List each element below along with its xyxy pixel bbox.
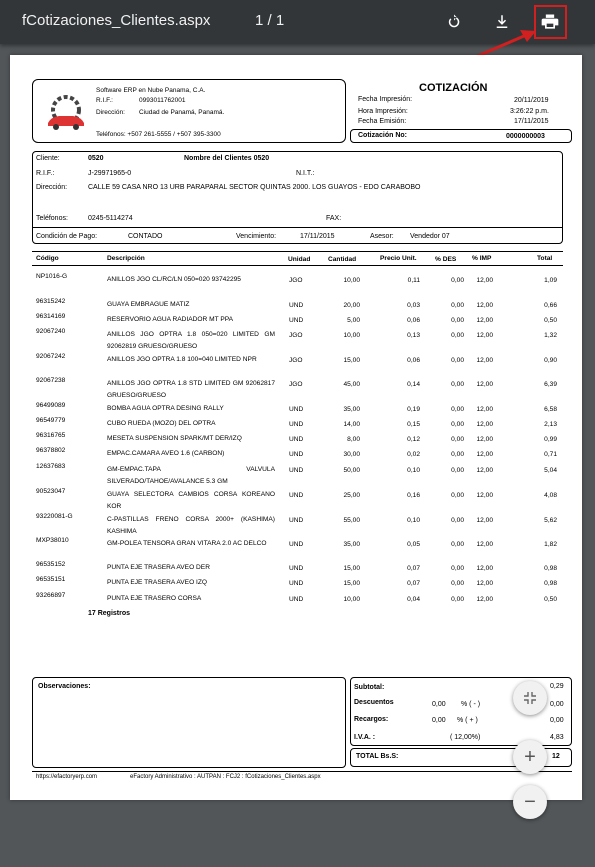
grand-total-value: 12 [552,753,560,760]
item-unit: UND [289,492,304,499]
item-discount: 0,00 [451,565,464,572]
item-price: 0,02 [407,451,420,458]
item-discount: 0,00 [451,381,464,388]
item-total: 0,99 [544,436,557,443]
item-total: 0,98 [544,565,557,572]
client-label: Cliente: [36,155,60,162]
discount-label: Descuentos [354,699,394,706]
zoom-out-button[interactable]: − [513,785,547,819]
item-quantity: 55,00 [343,517,360,524]
item-tax: 12,00 [476,317,493,324]
discount-sign: % ( - ) [461,701,481,708]
subtotal-label: Subtotal: [354,684,385,691]
item-quantity: 30,00 [343,451,360,458]
iva-label: I.V.A. : [354,734,376,741]
item-total: 0,71 [544,451,557,458]
col-header-total: Total [537,255,553,262]
item-description: GM-EMPAC.TAPA VALVULA SILVERADO/TAHOE/AVALANCE 5.3 GM [107,466,275,485]
surcharge-sign: % ( + ) [457,717,478,724]
payment-label: Condición de Pago: [36,233,98,240]
client-nit-label: N.I.T.: [296,170,315,177]
item-quantity: 5,00 [347,317,360,324]
item-price: 0,16 [407,492,420,499]
item-tax: 12,00 [476,332,493,339]
item-unit: UND [289,436,304,443]
grand-total-label: TOTAL Bs.S: [356,753,399,760]
surcharge-label: Recargos: [354,716,389,723]
item-quantity: 50,00 [343,467,360,474]
item-discount: 0,00 [451,517,464,524]
item-description: PUNTA EJE TRASERA AVEO IZQ [107,579,208,586]
quote-number: 0000000003 [506,133,545,140]
client-address-value: CALLE 59 CASA NRO 13 URB PARAPARAL SECTOR QUINTAS 2000. LOS GUAYOS - EDO CARABOBO [88,184,421,191]
subtotal-value: 0,29 [550,683,564,690]
iva-pct: ( 12,00%) [450,734,481,741]
item-price: 0,05 [407,541,420,548]
item-tax: 12,00 [476,277,493,284]
item-description: CUBO RUEDA (MOZO) DEL OPTRA [107,420,216,427]
quote-title: COTIZACIÓN [419,82,488,94]
item-description: GUAYA SELECTORA CAMBIOS CORSA KOREANO KOR [107,491,275,510]
document-page [10,55,582,800]
item-unit: JGO [289,357,303,364]
item-description: C-PASTILLAS FRENO CORSA 2000+ (KASHIMA) KASHIMA [107,516,275,535]
item-price: 0,06 [407,357,420,364]
item-total: 4,08 [544,492,557,499]
col-header-description: Descripción [107,255,145,262]
item-discount: 0,00 [451,421,464,428]
item-tax: 12,00 [476,517,493,524]
item-total: 6,39 [544,381,557,388]
item-description: ANILLOS JGO OPTRA 1.8 STD LIMITED GM 92062817 GRUESO/GRUESO [107,380,275,399]
observations-label: Observaciones: [38,683,91,690]
table-header-line [32,265,563,266]
item-unit: UND [289,541,304,548]
item-code: 96314169 [36,313,66,320]
item-unit: UND [289,451,304,458]
item-discount: 0,00 [451,436,464,443]
item-quantity: 14,00 [343,421,360,428]
client-code: 0520 [88,155,104,162]
item-total: 0,98 [544,580,557,587]
item-total: 5,62 [544,517,557,524]
client-info-box [32,151,563,244]
item-tax: 12,00 [476,596,493,603]
item-unit: UND [289,467,304,474]
item-quantity: 35,00 [343,406,360,413]
item-total: 1,32 [544,332,557,339]
emission-date: 17/11/2015 [514,118,549,125]
item-price: 0,10 [407,517,420,524]
item-discount: 0,00 [451,541,464,548]
item-tax: 12,00 [476,580,493,587]
item-price: 0,04 [407,596,420,603]
item-code: 90523047 [36,488,66,495]
item-price: 0,14 [407,381,420,388]
item-price: 0,07 [407,565,420,572]
col-header-unit: Unidad [288,256,311,263]
item-quantity: 15,00 [343,357,360,364]
item-description: ANILLOS JGO CL/RC/LN 050=020 93742295 [107,276,241,283]
item-description: GUAYA EMBRAGUE MATIZ [107,301,190,308]
item-total: 2,13 [544,421,557,428]
col-header-discount: % DES [435,256,457,263]
item-description: MESETA SUSPENSION SPARK/MT DER/IZQ [107,435,242,442]
observations-box [32,677,346,768]
item-price: 0,06 [407,317,420,324]
quote-number-label: Cotización No: [358,132,407,139]
item-quantity: 35,00 [343,541,360,548]
item-price: 0,11 [407,277,420,284]
item-tax: 12,00 [476,357,493,364]
item-tax: 12,00 [476,381,493,388]
item-tax: 12,00 [476,541,493,548]
iva-value: 4,83 [550,734,564,741]
item-unit: JGO [289,332,303,339]
item-code: 96315242 [36,298,66,305]
item-code: 92067238 [36,377,66,384]
footer-info: eFactory Administrativo : AUTPAN : FCJ2 : fCotizaciones_Clientes.aspx [130,774,321,780]
item-discount: 0,00 [451,406,464,413]
company-rif-value: 0993011762001 [139,97,186,104]
item-description: EMPAC.CAMARA AVEO 1.6 (CARBON) [107,450,225,457]
item-discount: 0,00 [451,277,464,284]
viewer-background [0,806,595,867]
item-code: 12637683 [36,463,66,470]
surcharge-pct: 0,00 [432,717,446,724]
payment-value: CONTADO [128,233,163,240]
item-code: MXP38010 [36,537,69,544]
footer-divider [32,771,572,772]
item-total: 6,58 [544,406,557,413]
company-logo-icon [45,93,87,135]
item-quantity: 15,00 [343,565,360,572]
client-name: Nombre del Clientes 0520 [184,155,270,162]
item-quantity: 8,00 [347,436,360,443]
item-tax: 12,00 [476,451,493,458]
discount-pct: 0,00 [432,701,446,708]
item-description: ANILLOS JGO OPTRA 1.8 050=020 LIMITED GM 92062819 GRUESO/GRUESO [107,331,275,350]
item-quantity: 25,00 [343,492,360,499]
item-total: 1,82 [544,541,557,548]
item-quantity: 10,00 [343,332,360,339]
print-time-label: Hora Impresión: [358,108,408,115]
item-discount: 0,00 [451,492,464,499]
item-tax: 12,00 [476,565,493,572]
item-quantity: 10,00 [343,277,360,284]
item-unit: UND [289,596,304,603]
advisor-value: Vendedor 07 [410,233,450,240]
item-discount: 0,00 [451,332,464,339]
client-divider [32,227,563,228]
advisor-label: Asesor: [370,233,394,240]
item-quantity: 45,00 [343,381,360,388]
item-total: 0,66 [544,302,557,309]
item-price: 0,13 [407,332,420,339]
item-tax: 12,00 [476,436,493,443]
item-price: 0,15 [407,421,420,428]
client-rif-value: J-29971965-0 [88,170,132,177]
col-header-price: Precio Unit. [380,255,417,262]
client-fax-label: FAX: [326,215,342,222]
item-total: 0,90 [544,357,557,364]
item-description: ANILLOS JGO OPTRA 1.8 100=040 LIMITED NPR [107,356,257,363]
item-description: RESERVORIO AGUA RADIADOR MT PPA [107,316,234,323]
document-title: fCotizaciones_Clientes.aspx [22,12,211,29]
item-description: PUNTA EJE TRASERA AVEO DER [107,564,210,571]
item-unit: UND [289,317,304,324]
print-date: 20/11/2019 [514,97,549,104]
item-discount: 0,00 [451,317,464,324]
item-code: 96378802 [36,447,66,454]
item-unit: JGO [289,381,303,388]
col-header-quantity: Cantidad [328,256,357,263]
company-name: Software ERP en Nube Panama, C.A. [96,87,206,94]
item-code: 96499089 [36,402,66,409]
table-top-line [32,251,563,252]
fit-page-button[interactable] [513,681,547,715]
due-label: Vencimiento: [236,233,277,240]
item-price: 0,03 [407,302,420,309]
company-rif-label: R.I.F.: [96,97,113,104]
item-description: GM-POLEA TENSORA GRAN VITARA 2.0 AC DELCO [107,540,267,547]
discount-value: 0,00 [550,701,564,708]
page-indicator: 1 / 1 [255,12,285,29]
company-phones: Teléfonos: +507 261-5555 / +507 395-3300 [96,131,221,138]
item-code: NP1016-G [36,273,68,280]
due-value: 17/11/2015 [300,233,335,240]
item-unit: UND [289,517,304,524]
item-code: 96535152 [36,561,66,568]
item-quantity: 20,00 [343,302,360,309]
item-unit: UND [289,421,304,428]
client-address-label: Dirección: [36,184,68,191]
item-quantity: 15,00 [343,580,360,587]
company-address-value: Ciudad de Panamá, Panamá. [139,109,225,116]
item-quantity: 10,00 [343,596,360,603]
item-code: 96535151 [36,576,66,583]
company-address-label: Dirección: [96,109,125,116]
item-price: 0,12 [407,436,420,443]
item-unit: JGO [289,277,303,284]
item-discount: 0,00 [451,357,464,364]
client-rif-label: R.I.F.: [36,170,55,177]
print-time: 3:26:22 p.m. [510,108,549,115]
print-date-label: Fecha Impresión: [358,96,413,103]
zoom-in-button[interactable]: + [513,740,547,774]
item-price: 0,10 [407,467,420,474]
item-description: BOMBA AGUA OPTRA DESING RALLY [107,405,224,412]
client-phones-label: Teléfonos: [36,215,68,222]
item-total: 5,04 [544,467,557,474]
surcharge-value: 0,00 [550,717,564,724]
col-header-tax: % IMP [472,255,492,262]
item-code: 96549779 [36,417,66,424]
item-code: 92067240 [36,328,66,335]
item-unit: UND [289,406,304,413]
item-price: 0,07 [407,580,420,587]
item-discount: 0,00 [451,580,464,587]
item-unit: UND [289,565,304,572]
item-discount: 0,00 [451,302,464,309]
item-tax: 12,00 [476,492,493,499]
fit-page-icon [523,691,537,705]
records-count: 17 Registros [88,610,131,617]
emission-date-label: Fecha Emisión: [358,118,407,125]
rotate-icon [445,13,463,31]
item-code: 93266897 [36,592,66,599]
item-discount: 0,00 [451,467,464,474]
item-tax: 12,00 [476,467,493,474]
item-discount: 0,00 [451,596,464,603]
footer-url: https://efactoryerp.com [36,774,98,780]
item-total: 1,09 [544,277,557,284]
col-header-code: Código [36,255,59,262]
item-tax: 12,00 [476,302,493,309]
item-tax: 12,00 [476,421,493,428]
item-tax: 12,00 [476,406,493,413]
item-code: 92067242 [36,353,66,360]
item-total: 0,50 [544,317,557,324]
item-unit: UND [289,302,304,309]
item-discount: 0,00 [451,451,464,458]
item-unit: UND [289,580,304,587]
item-code: 96316765 [36,432,66,439]
client-phones-value: 0245-5114274 [88,215,133,222]
item-description: PUNTA EJE TRASERO CORSA [107,595,202,602]
item-total: 0,50 [544,596,557,603]
item-price: 0,19 [407,406,420,413]
item-code: 93220081-G [36,513,73,520]
